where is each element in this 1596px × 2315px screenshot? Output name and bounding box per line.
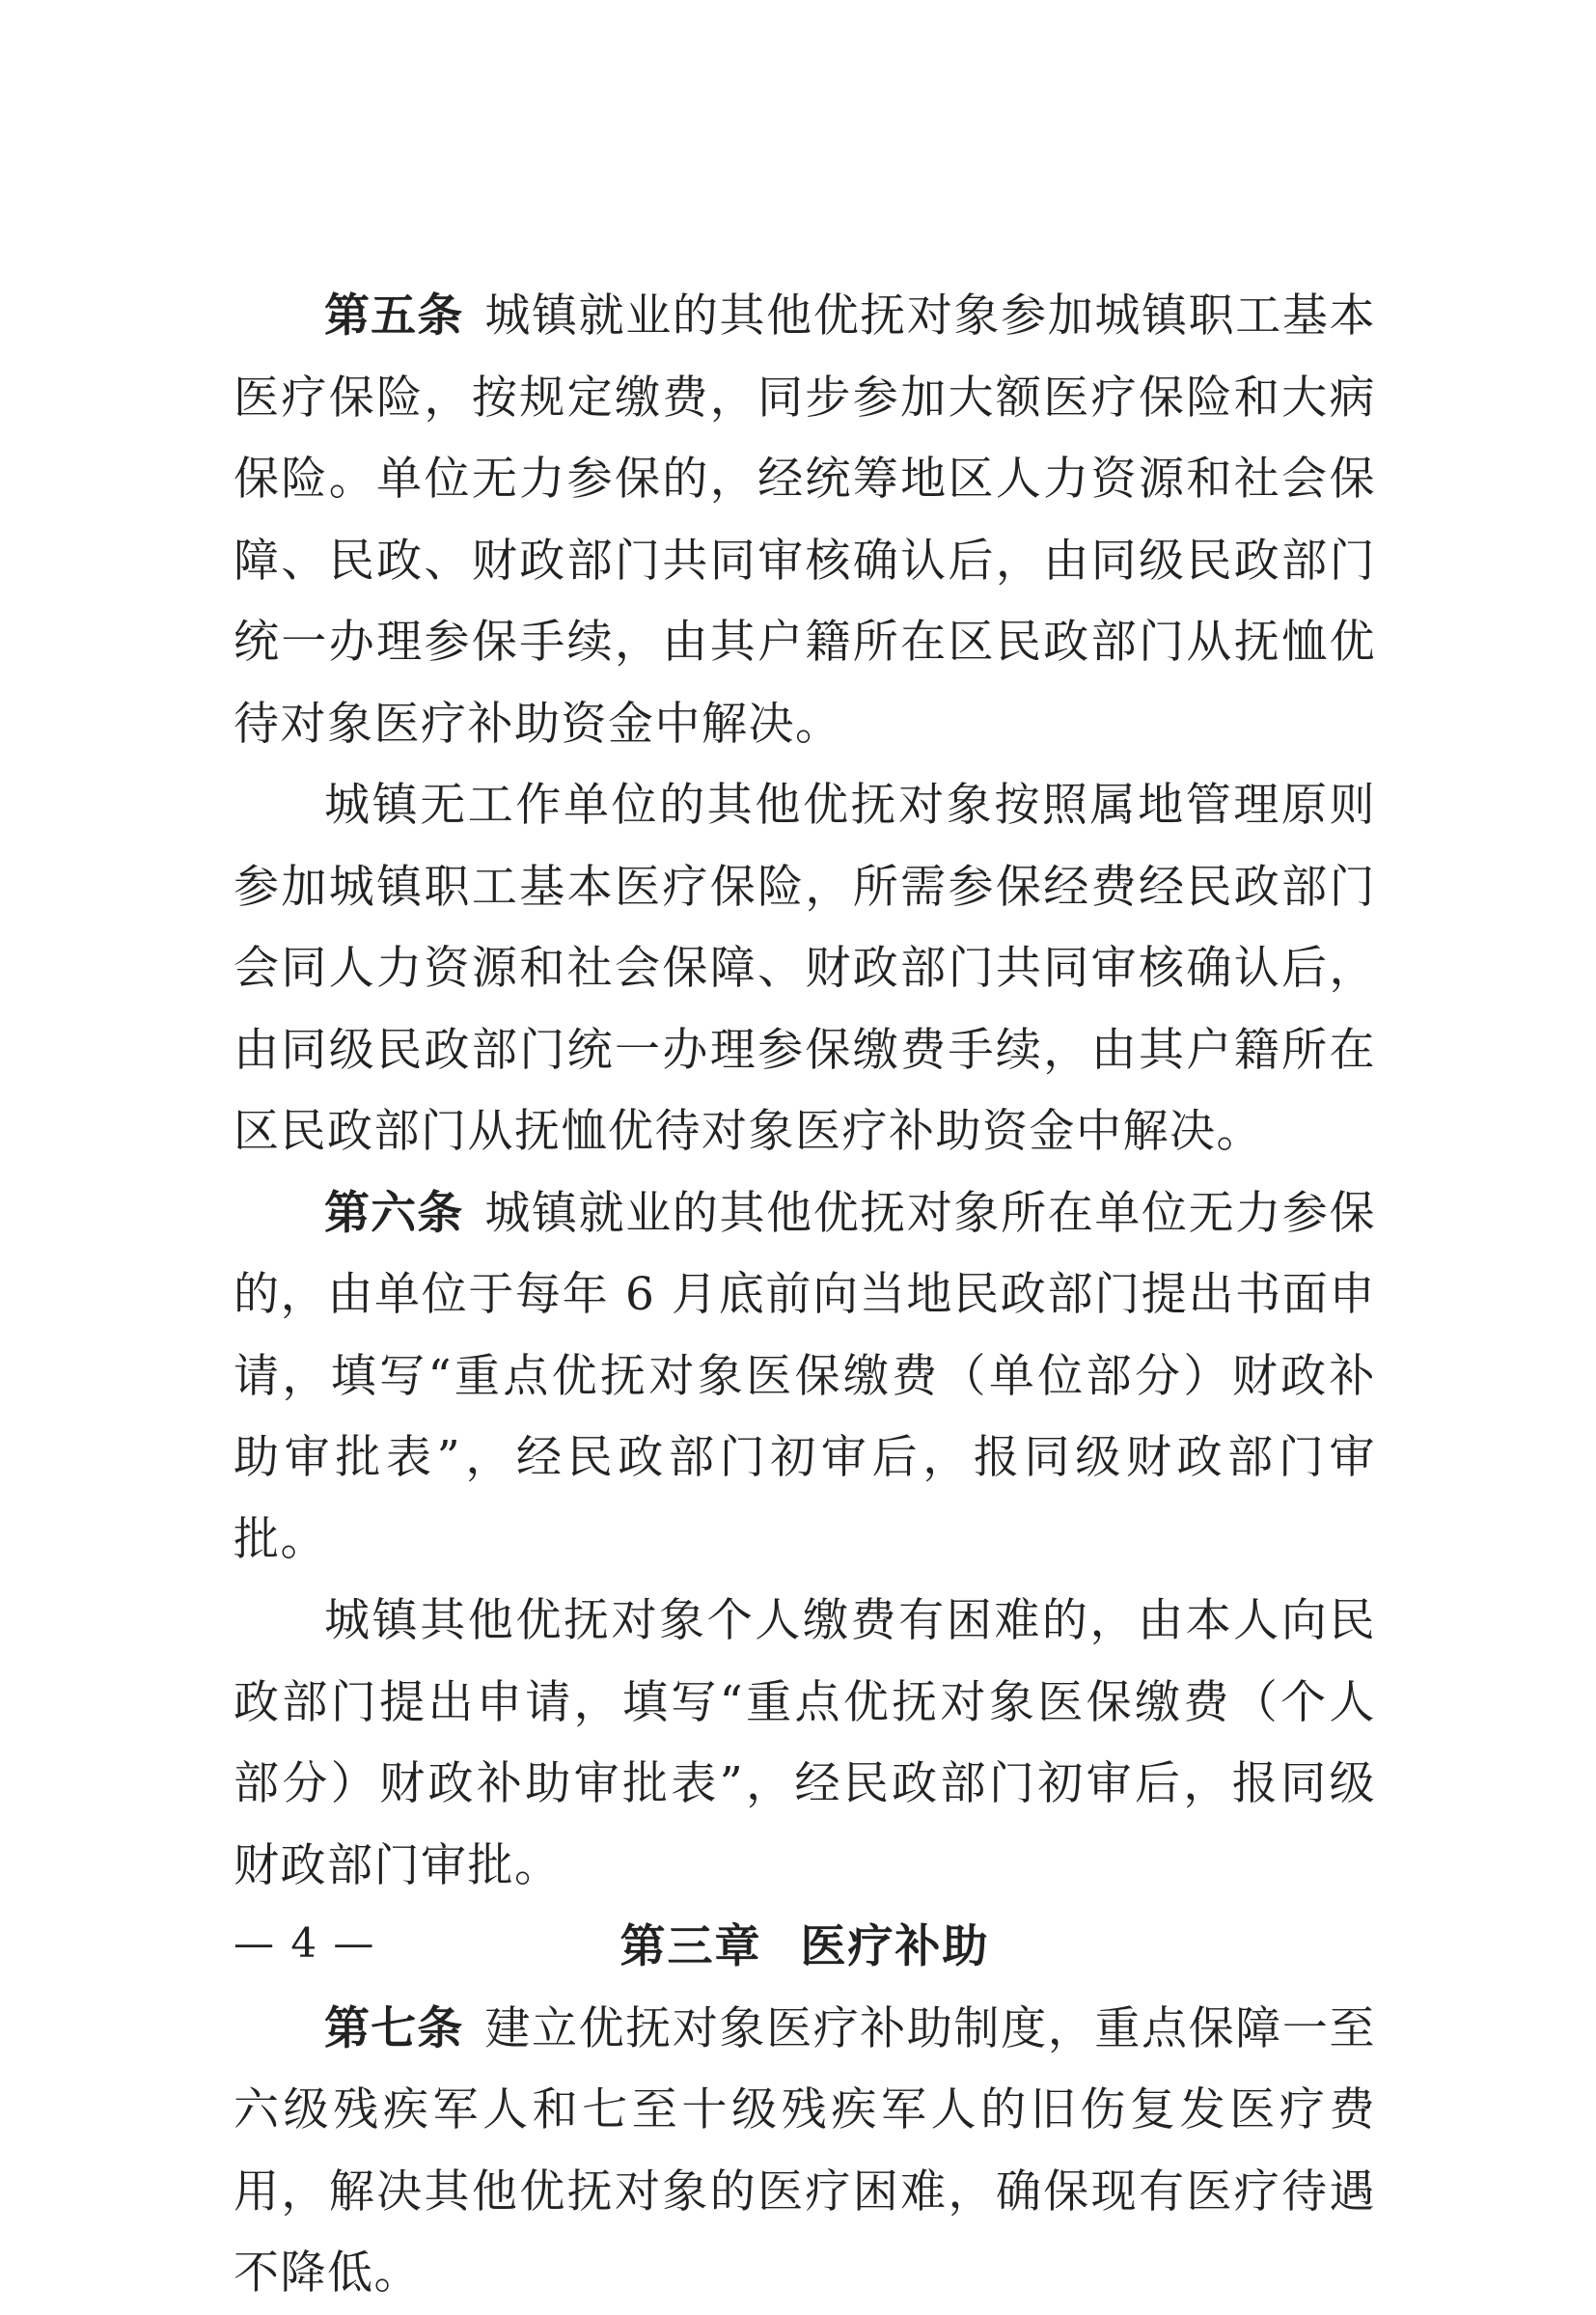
article-5-text: 城镇就业的其他优抚对象参加城镇职工基本医疗保险，按规定缴费，同步参加大额医疗保险和大病保险。单位无力参保的，经统筹地区人力资源和社会保障、民政、财政部门共同审核确认后，由同级民政部门统一办理参保手续，由其户籍所在区民政部门从抚恤优待对象医疗补助资金中解决。 — [234, 289, 1377, 751]
chapter-number: 第三章 — [619, 1920, 762, 1973]
article-6-text-2: 城镇其他优抚对象个人缴费有困难的，由本人向民政部门提出申请，填写“重点优抚对象医保缴费（个人部分）财政补助审批表”，经民政部门初审后，报同级财政部门审批。 — [234, 1594, 1376, 1892]
article-heading-7: 第七条 — [324, 2001, 464, 2055]
chapter-title: 医疗补助 — [800, 1920, 990, 1973]
article-heading-5: 第五条 — [324, 289, 464, 343]
article-6-paragraph-2 — [234, 1581, 1376, 1907]
page-number: — 4 — — [234, 1919, 376, 1967]
article-6-paragraph-1 — [234, 1173, 1376, 1582]
article-5-paragraph-2 — [234, 765, 1376, 1173]
article-6-text: 城镇就业的其他优抚对象所在单位无力参保的，由单位于每年 6 月底前向当地民政部门提出书面申请，填写“重点优抚对象医保缴费（单位部分）财政补助审批表”，经民政部门初审后，报同级财政部门审批。 — [234, 1186, 1377, 1566]
article-5-text-2: 城镇无工作单位的其他优抚对象按照属地管理原则参加城镇职工基本医疗保险，所需参保经费经民政部门会同人力资源和社会保障、财政部门共同审核确认后，由同级民政部门统一办理参保缴费手续，由其户籍所在区民政部门从抚恤优待对象医疗补助资金中解决。 — [234, 779, 1376, 1158]
article-7-text: 建立优抚对象医疗补助制度，重点保障一至六级残疾军人和七至十级残疾军人的旧伤复发医疗费用，解决其他优抚对象的医疗困难，确保现有医疗待遇不降低。 — [234, 2001, 1377, 2300]
article-heading-6: 第六条 — [324, 1186, 464, 1240]
article-5-paragraph-1 — [234, 276, 1376, 765]
article-7-paragraph-1 — [234, 1989, 1376, 2315]
chapter-heading — [234, 1907, 1376, 1989]
document-body — [234, 276, 1376, 2315]
